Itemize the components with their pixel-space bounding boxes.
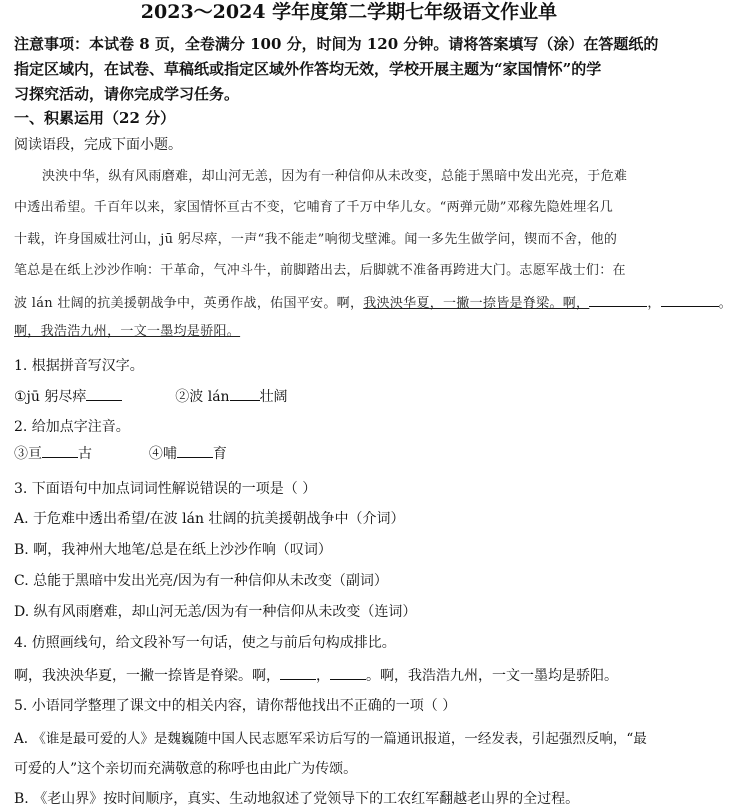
answer-blank[interactable]	[86, 386, 122, 401]
passage-line-3: 十载，许身国威壮河山，jū 躬尽瘁，一声“我不能走”响彻戈壁滩。闻一多先生做学问，锲而不舍，他的	[14, 232, 618, 247]
answer-blank[interactable]	[230, 386, 260, 401]
q1-item-b-tail: 壮阔	[259, 389, 288, 405]
reading-instruction: 阅读语段，完成下面小题。	[14, 137, 182, 153]
answer-blank[interactable]	[280, 665, 316, 680]
q5-option-a-line-2[interactable]: 可爱的人”这个亲切而充满敬意的称呼也由此广为传颂。	[14, 761, 358, 777]
notice-line-1: 注意事项：本试卷 8 页，全卷满分 100 分，时间为 120 分钟。请将答案填写（涂）在答题纸的	[14, 35, 659, 53]
answer-blank[interactable]	[330, 665, 366, 680]
question-2-items	[14, 443, 227, 464]
question-3: 3. 下面语句中加点词词性解说错误的一项是（ ）	[14, 481, 317, 497]
passage-line-2: 中透出希望。千百年以来，家国情怀亘古不变，它哺育了千万中华儿女。“两弹元勋”邓稼先隐姓埋名几	[14, 200, 614, 215]
passage-line-6: 啊，我浩浩九州，一文一墨均是骄阳。	[14, 324, 241, 339]
underlined-sentence: 我泱泱华夏，一撇一捺皆是脊梁。啊，	[363, 296, 590, 311]
q3-option-d[interactable]: D. 纵有风雨磨难，却山河无恙/因为有一种信仰从未改变（连词）	[14, 604, 417, 620]
q2-item-b-tail: 育	[212, 446, 227, 462]
q2-item-a-tail: 古	[78, 446, 92, 462]
q3-option-a[interactable]: A. 于危难中透出希望/在波 lán 壮阔的抗美援朝战争中（介词）	[14, 511, 405, 527]
fill-blank[interactable]	[589, 292, 647, 307]
fill-blank[interactable]	[661, 292, 719, 307]
notice-line-2: 指定区域内，在试卷、草稿纸或指定区域外作答均无效，学校开展主题为“家国情怀”的学	[14, 60, 602, 78]
q4-line-b: 。啊，我浩浩九州，一文一墨均是骄阳。	[366, 668, 618, 684]
page-title: 2023～2024 学年度第二学期七年级语文作业单	[140, 1, 558, 23]
answer-blank[interactable]	[177, 443, 213, 458]
q2-item-a: ③亘	[14, 446, 42, 462]
q4-line-a: 啊，我泱泱华夏，一撇一捺皆是脊梁。啊，	[14, 668, 280, 684]
q2-item-b: ④哺	[148, 446, 177, 462]
passage-line-5-text: 波 lán 壮阔的抗美援朝战争中，英勇作战，佑国平安。啊，	[14, 296, 364, 311]
answer-blank[interactable]	[42, 443, 78, 458]
q1-item-b: ②波 lán	[175, 389, 230, 405]
q3-option-b[interactable]: B. 啊，我神州大地笔/总是在纸上沙沙作响（叹词）	[14, 542, 332, 558]
section-heading: 一、积累运用（22 分）	[14, 109, 176, 127]
q1-item-a: ①jū 躬尽瘁	[14, 389, 87, 405]
notice-line-3: 习探究活动，请你完成学习任务。	[14, 85, 240, 103]
question-4-line: 啊，我泱泱华夏，一撇一捺皆是脊梁。啊， ， 。啊，我浩浩九州，一文一墨均是骄阳。	[14, 665, 618, 686]
passage-line-1: 泱泱中华，纵有风雨磨难，却山河无恙，因为有一种信仰从未改变，总能于黑暗中发出光亮，于危难	[42, 169, 628, 184]
passage-line-4: 笔总是在纸上沙沙作响：干革命，气冲斗牛，前脚踏出去，后脚就不准备再跨进大门。志愿军战士们：在	[14, 263, 626, 278]
question-4: 4. 仿照画线句，给文段补写一句话，使之与前后句构成排比。	[14, 635, 396, 651]
question-2: 2. 给加点字注音。	[14, 419, 130, 435]
passage-line-5: 波 lán 壮阔的抗美援朝战争中，英勇作战，佑国平安。啊，我泱泱华夏，一撇一捺皆是脊梁。啊， ， 。	[14, 292, 732, 314]
question-1-items	[14, 386, 288, 407]
q5-option-a-line-1[interactable]: A. 《谁是最可爱的人》是魏巍随中国人民志愿军采访后写的一篇通讯报道，一经发表，引起强烈反响，“最	[14, 731, 647, 747]
question-1: 1. 根据拼音写汉字。	[14, 358, 144, 374]
q5-option-b[interactable]: B. 《老山界》按时间顺序，真实、生动地叙述了党领导下的工农红军翻越老山界的全过程。	[14, 791, 580, 807]
q3-option-c[interactable]: C. 总能于黑暗中发出光亮/因为有一种信仰从未改变（副词）	[14, 573, 388, 589]
question-5: 5. 小语同学整理了课文中的相关内容，请你帮他找出不正确的一项（ ）	[14, 698, 457, 714]
